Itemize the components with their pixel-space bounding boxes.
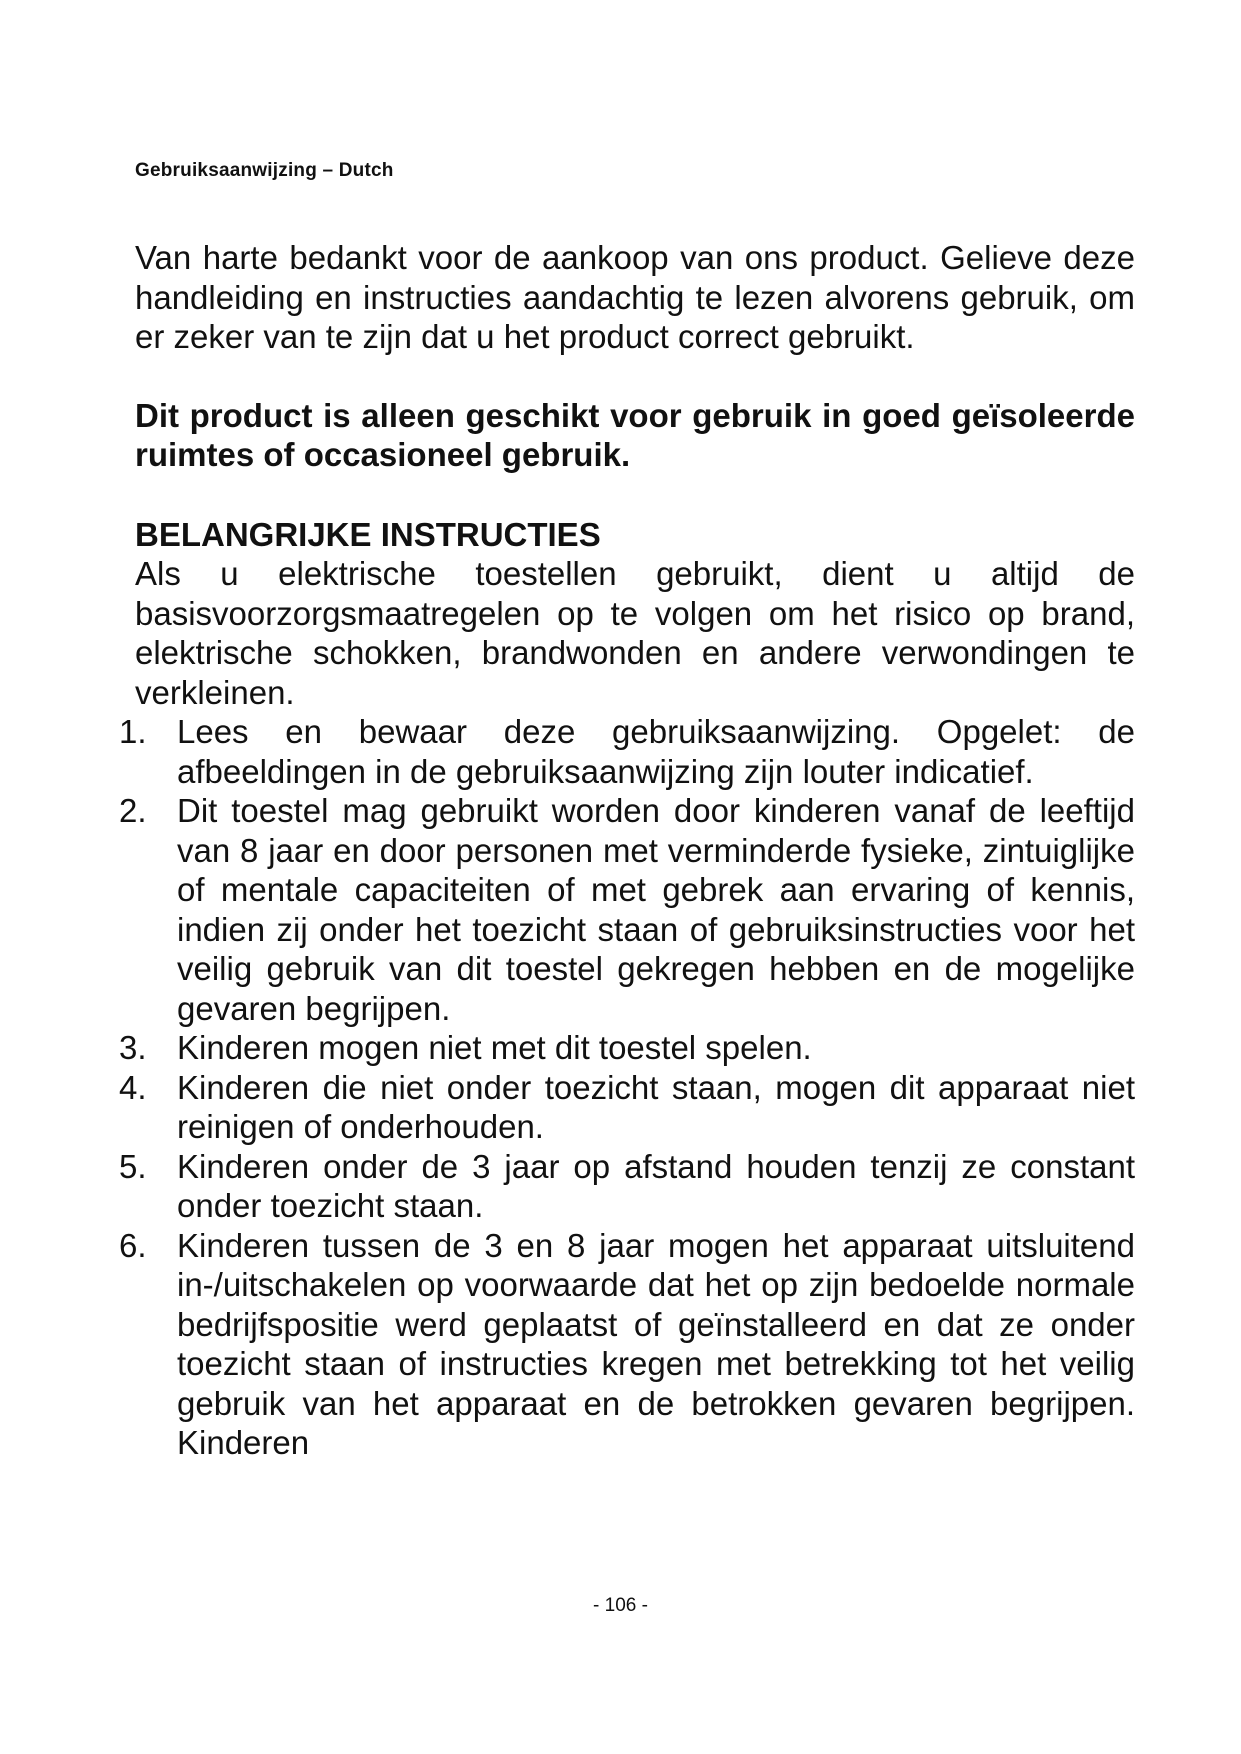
page-number: - 106 - (593, 1595, 648, 1616)
instruction-text: Kinderen die niet onder toezicht staan, mogen dit apparaat niet reinigen of onderhouden. (177, 1068, 1135, 1145)
instruction-text: Lees en bewaar deze gebruiksaanwijzing. Opgelet: de afbeeldingen in de gebruiksaanwijzing zijn louter indicatief. (177, 713, 1135, 790)
instruction-item-6 (119, 1226, 1135, 1463)
instruction-text: Kinderen tussen de 3 en 8 jaar mogen het apparaat uitsluitend in-/uitschakelen op voorwaarde dat het op zijn bedoelde normale bedrijfspositie werd geplaatst of geïnstalleerd en dat ze onder toezicht staan of instructies kregen met betrekking tot het veilig gebruik van het apparaat en de betrokken gevaren begrijpen. Kinderen (177, 1226, 1135, 1461)
instruction-item-2 (119, 791, 1135, 1028)
instruction-item-4 (119, 1068, 1135, 1147)
intro-paragraph: Van harte bedankt voor de aankoop van ons product. Gelieve deze handleiding en instructies aandachtig te lezen alvorens gebruik, om er zeker van te zijn dat u het product correct gebruikt. (135, 239, 1135, 355)
instruction-item-1 (119, 712, 1135, 791)
instruction-number: 5. (119, 1147, 147, 1185)
instruction-number: 2. (119, 792, 147, 829)
instruction-text: Dit toestel mag gebruikt worden door kinderen vanaf de leeftijd van 8 jaar en door personen met verminderde fysieke, zintuiglijke of mentale capaciteiten of met gebrek aan ervaring of kennis, indien zij onder het toezicht staan of gebruiksinstructies voor het veilig gebruik van dit toestel gekregen hebben en de mogelijke gevaren begrijpen. (177, 792, 1135, 1027)
usage-notice: Dit product is alleen geschikt voor gebruik in goed geïsoleerde ruimtes of occasioneel gebruik. (135, 396, 1135, 473)
instruction-list (119, 712, 1135, 1463)
instruction-text: Kinderen onder de 3 jaar op afstand houden tenzij ze constant onder toezicht staan. (177, 1147, 1135, 1224)
instruction-number: 1. (119, 713, 147, 750)
instruction-number: 3. (119, 1029, 147, 1066)
instruction-number: 6. (119, 1226, 147, 1264)
instruction-item-5 (119, 1147, 1135, 1226)
section-intro: Als u elektrische toestellen gebruikt, dient u altijd de basisvoorzorgsmaatregelen op te volgen om het risico op brand, elektrische schokken, brandwonden en andere verwondingen te verkleinen. (135, 555, 1135, 711)
instruction-number: 4. (119, 1068, 147, 1106)
page-header: Gebruiksaanwijzing – Dutch (135, 160, 394, 181)
instruction-item-3 (119, 1028, 1135, 1068)
page-content (119, 238, 1135, 1463)
instruction-text: Kinderen mogen niet met dit toestel spelen. (177, 1029, 812, 1066)
section-title: BELANGRIJKE INSTRUCTIES (135, 515, 601, 553)
